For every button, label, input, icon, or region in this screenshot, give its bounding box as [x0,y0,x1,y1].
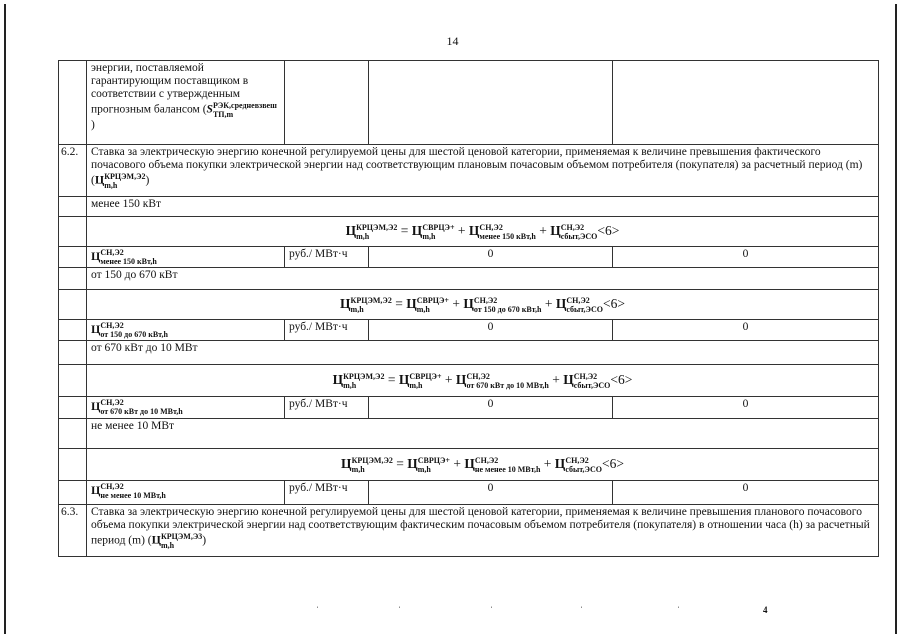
row-number-cell [59,320,87,341]
section-number: 6.2. [59,145,87,197]
balance-symbol-sub: ТП,m [212,110,234,119]
formula-sup: СВРЦЭ+ [422,222,455,232]
component-symbol [87,397,285,419]
formula-equals: = [387,371,396,387]
empty-cell [369,61,613,145]
formula-sup: СВРЦЭ+ [417,455,450,465]
unit-cell: руб./ МВт·ч [285,320,369,341]
component-sub: менее 150 кВт,h [100,257,157,266]
scan-mark: ˈ [398,605,401,615]
formula-sup: СН,Э2 [560,222,585,232]
value-cell-1: 0 [369,481,613,505]
value-cell-1: 0 [369,247,613,268]
scan-mark: ˈ [580,605,583,615]
formula-sub: m,h [343,380,357,390]
price-formula [87,449,879,481]
component-symbol [87,247,285,268]
component-symbol-letter: Ц [91,482,101,497]
price-symbol-sub: m,h [160,541,175,550]
row-number-cell [59,217,87,247]
formula-sub: сбыт,ЭСО [566,304,603,314]
paren-close: ) [145,174,150,187]
formula-sub: m,h [351,464,365,474]
component-sup: СН,Э2 [100,321,124,330]
formula-sub: сбыт,ЭСО [565,464,602,474]
formula-plus: + [544,295,553,311]
value-row [59,481,879,505]
paren-close: ) [202,534,207,547]
paren-close: ) [91,119,95,131]
section-6-2-row [59,145,879,197]
formula-sub: от 670 кВт до 10 МВт,h [466,380,549,390]
formula-sup: СН,Э2 [566,295,590,305]
value-cell-1: 0 [369,320,613,341]
formula-symbol: Ц [455,371,467,387]
description-cell [87,61,285,145]
formula-sup: СН,Э2 [474,455,499,465]
row-number-cell [59,365,87,397]
continuation-text: энергии, поставляемой гарантирующим поставщиком в соответствии с утвержденным прогнозным балансом ( [91,62,249,116]
scan-mark: 4 [763,605,768,615]
group-label: от 670 кВт до 10 МВт [87,341,879,365]
component-sup: СН,Э2 [100,482,124,491]
group-label-row [59,341,879,365]
component-sub: от 150 до 670 кВт,h [100,330,168,339]
group-label-row [59,419,879,449]
scan-mark: ˈ [316,605,319,615]
formula-sub: не менее 10 МВт,h [474,464,541,474]
formula-plus: + [457,222,466,238]
value-cell-2: 0 [613,481,879,505]
formula-sup: СН,Э2 [573,371,598,381]
formula-sup: СН,Э2 [473,295,498,305]
page-number: 14 [446,34,459,48]
formula-sup: КРЦЭМ,Э2 [356,222,398,232]
formula-sub: m,h [416,304,430,314]
value-cell-2: 0 [613,397,879,419]
formula-symbol: Ц [463,295,474,311]
value-cell-1: 0 [369,397,613,419]
formula-symbol: Ц [406,295,417,311]
price-formula [87,365,879,397]
unit-cell: руб./ МВт·ч [285,397,369,419]
group-label: не менее 10 МВт [87,419,879,449]
formula-symbol: Ц [468,222,480,238]
unit-cell: руб./ МВт·ч [285,481,369,505]
component-sup: СН,Э2 [100,398,124,407]
tariff-table [58,60,879,557]
value-row [59,247,879,268]
formula-sup: СВРЦЭ+ [409,371,442,381]
price-symbol-sup: КРЦЭМ,Э3 [160,532,203,541]
section-description [87,505,879,557]
formula-plus: + [444,371,453,387]
formula-row [59,365,879,397]
scan-marks [0,605,905,617]
section-6-3-row [59,505,879,557]
formula-symbol: Ц [555,295,567,311]
formula-sub: сбыт,ЭСО [573,380,611,390]
group-label-row [59,268,879,290]
formula-sup: КРЦЭМ,Э2 [343,371,385,381]
section-description [87,145,879,197]
formula-sup: СН,Э2 [466,371,490,381]
scan-mark: ˈ [490,605,493,615]
formula-row [59,290,879,320]
price-symbol: Ц [94,172,105,187]
formula-plus: + [539,222,547,238]
formula-plus: + [453,455,461,471]
formula-symbol: Ц [407,455,418,471]
formula-equals: = [395,295,403,311]
section-text: Ставка за электрическую энергию конечной регулируемой цены для шестой ценовой категории, применяемая к величине превышения планового почасового объема покупки электрической энергии над соответствующим фактическим почасовым объемом потребителя (покупателя) в отношении часа (h) за расчетный период (m) ( [91,506,870,547]
formula-sup: КРЦЭМ,Э2 [351,455,393,465]
row-number-cell [59,290,87,320]
formula-symbol: Ц [340,295,351,311]
price-symbol-sub: m,h [104,181,118,190]
formula-sub: m,h [356,231,370,241]
formula-sub: менее 150 кВт,h [479,231,536,241]
formula-sup: СН,Э2 [479,222,503,232]
footnote-ref: <6> [610,371,633,387]
component-symbol-letter: Ц [91,248,101,263]
formula-sub: m,h [409,380,423,390]
formula-sup: КРЦЭМ,Э2 [350,295,392,305]
row-number-cell [59,268,87,290]
group-label: от 150 до 670 кВт [87,268,879,290]
unit-cell: руб./ МВт·ч [285,247,369,268]
component-sub: от 670 кВт до 10 МВт,h [100,407,183,416]
formula-symbol: Ц [332,371,344,387]
row-number-cell [59,61,87,145]
row-number-cell [59,419,87,449]
formula-sup: СН,Э2 [565,455,589,465]
formula-sub: m,h [417,464,431,474]
group-label: менее 150 кВт [87,197,879,217]
value-cell-2: 0 [613,320,879,341]
formula-plus: + [452,295,460,311]
balance-symbol-sup: РЭК,средневзвеш [212,101,277,110]
formula-row [59,217,879,247]
section-number: 6.3. [59,505,87,557]
empty-cell [285,61,369,145]
formula-symbol: Ц [554,455,566,471]
value-cell-2: 0 [613,247,879,268]
tariff-groups [59,197,879,505]
formula-equals: = [396,455,404,471]
continuation-row [59,61,879,145]
formula-sub: от 150 до 670 кВт,h [473,304,542,314]
value-row [59,397,879,419]
section-text: Ставка за электрическую энергию конечной регулируемой цены для шестой ценовой категории, применяемая к величине превышения фактического почасового объема покупки электрической энергии над соответствующим плановым почасовым объемом потребителя (покупателя) за расчетный период (m) ( [91,146,863,187]
formula-plus: + [552,371,560,387]
row-number-cell [59,197,87,217]
row-number-cell [59,449,87,481]
formula-symbol: Ц [563,371,574,387]
row-number-cell [59,481,87,505]
footnote-ref: <6> [597,222,620,238]
price-formula [87,217,879,247]
component-symbol [87,320,285,341]
formula-equals: = [400,222,409,238]
formula-plus: + [543,455,552,471]
formula-symbol: Ц [341,455,352,471]
row-number-cell [59,397,87,419]
formula-row [59,449,879,481]
formula-symbol: Ц [550,222,561,238]
component-symbol [87,481,285,505]
price-formula [87,290,879,320]
formula-sub: сбыт,ЭСО [560,231,598,241]
formula-sub: m,h [422,231,436,241]
empty-cell [613,61,879,145]
formula-symbol: Ц [398,371,410,387]
row-number-cell [59,341,87,365]
component-sub: не менее 10 МВт,h [100,491,166,500]
formula-sub: m,h [350,304,364,314]
value-row [59,320,879,341]
scan-mark: ˈ [677,605,680,615]
footnote-ref: <6> [602,295,625,311]
row-number-cell [59,247,87,268]
footnote-ref: <6> [601,455,624,471]
balance-symbol: S [206,103,213,116]
component-symbol-letter: Ц [91,321,101,336]
formula-symbol: Ц [464,455,475,471]
formula-symbol: Ц [345,222,357,238]
component-symbol-letter: Ц [91,398,101,413]
component-sup: СН,Э2 [100,248,124,257]
formula-symbol: Ц [411,222,423,238]
price-symbol-sup: КРЦЭМ,Э2 [104,172,146,181]
group-label-row [59,197,879,217]
formula-sup: СВРЦЭ+ [416,295,449,305]
price-symbol: Ц [151,532,161,547]
